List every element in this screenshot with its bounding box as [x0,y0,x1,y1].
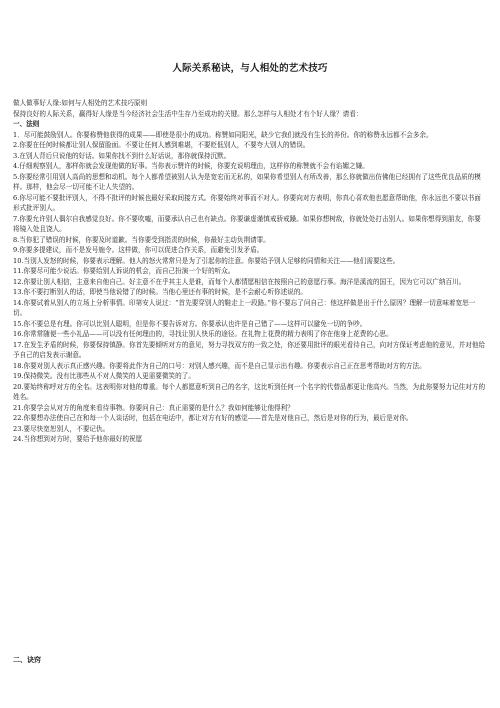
rule-item: 3.在别人背后只说他的好话。如果你找不到什么好话说，那你就保持沉默。 [13,151,231,160]
rule-item: 16.你常常随便一些小礼品——可以没有任何理由的，寻找让别人快乐的途径。在礼物上花费的精力表明了你在他身上花费的心思。 [13,330,393,338]
rule-item: 14.你要试着从别人的立场上分析事情。印第安人说过：“首先要穿别人的鞋走上一段路。”你不要忘了问自己：他这样做是出于什么原因？理解一切意味着宽恕一切。 [13,298,476,317]
section-heading-tips: 二、诀窍 [13,656,41,664]
rule-item: 2.你要在任何时候都让别人保留脸面。不要让任何人感到难堪，不要贬低别人，不要夸大别人的错误。 [13,141,310,149]
section-two [13,655,41,666]
rule-item: 20.要始终称呼对方的全名。这表明你对他的尊重。每个人都愿意听到自己的名字，这比听到任何一个名字的代替品都更让他高兴。当然，为此你要努力记住对方的姓名。 [13,382,486,401]
rules-list [13,130,487,445]
rule-item: 9.你要多提建议，而不是发号施令。这样做，你可以促进合作关系，而避免引发矛盾。 [13,246,264,254]
rule-item: 4.仔细观察别人，那样你就会发现他做的好事。当你表示赞许的时候，你要充说明理由，这样你的称赞就不会有谄媚之嫌。 [13,162,369,170]
intro-block [13,98,487,445]
rule-item: 8.当你犯了错误的时候，你要及时道歉。当你要受到指责的时候，你最好主动负荆请罪。 [13,235,270,244]
rule-item: 21.你要学会从对方的角度来看待事物。你要问自己：真正需要的是什么？我如何能够让他得利？ [13,403,294,412]
rule-item: 11.你要尽可能少说话。你要给别人诉说的机会，而自己扮演一个好的听众。 [13,267,235,275]
rule-item: 19.保持微笑。没有比那些从不对人微笑的人更需要微笑的了。 [13,372,195,380]
rule-item: 24.当你想到对方时，要给予他你最好的祝愿 [13,435,143,443]
intro-paragraph: 保持良好的人际关系，赢得好人缘是当今经济社会生活中生存乃至成功的关键。那么怎样与人相处才有个好人缘？请看： [13,109,363,118]
rule-item: 23.要尽快宽恕别人，不要记仇。 [13,424,110,433]
rule-item: 5.你要经常引用别人高尚的思想和动机。每个人都希望被别人认为是宽宏而无私的，如果你希望别人有所改善，那么你就做出仿佛他已经拥有了这些优良品质的模样。那样，他会尽一切可能不让人失望的。 [13,172,481,191]
rule-item: 18.你要对别人表示真正感兴趣。你要将此作为自己的口号：对别人感兴趣，而不是自己显示出有趣。你要表示自己正在思考帮助对方的方法。 [13,361,426,370]
rule-item: 6.你尽可能不要批评别人，不得不批评的时候也最好采取间接方式。你要始终对事而不对人。你要向对方表明，你真心喜欢他也愿意帮助他，你永远也不要以书面形式批评别人。 [13,193,481,212]
page-title: 人际关系秘诀，与人相处的艺术技巧 [172,63,328,74]
rule-item: 13.你不要打断别人的话，即使当他说错了的时候。当他心里还有事的时候，是不会耐心听你述说的。 [13,288,308,296]
subtitle: 做人做事好人缘:如何与人相处的艺术技巧原则 [13,99,148,107]
rule-item: 10.当别人发怒的时候，你要表示理解。他人的怒火常常只是为了引起你的注意。你要给予别人足够的同情和关注——他们需要这些。 [13,256,400,265]
rule-item: 22.你要想办法使自己在和每一个人谈话时，包括在电话中，都让对方有好的感觉——首先是对他自己，然后是对你的行为，最后是对你。 [13,414,413,422]
section-heading-rules: 一、法则 [13,120,40,128]
rule-item: 12.你要让别人相信，主意来自他自己。好主意不在乎其主人是谁，而每个人都情愿相信在按照自己的意愿行事。海洋是溪流的国王，因为它可以广纳百川。 [13,277,466,286]
rule-item: 7.你要允许别人偶尔自我感觉良好。你不要吹嘘，而要承认自己也有缺点。你要谦虚谨慎戒骄戒躁。如果你想树敌，你就处处打击别人。如果你想得到朋友，你要将镜入处且饶人。 [13,214,481,233]
rule-item: 15.你不要总是有理。你可以比别人聪明，但是你不要告诉对方。你要承认也许是自己错了——这样可以避免一切的争吵。 [13,319,367,328]
rule-item: 1．尽可能鼓励别人。你要称赞他获得的成果——即使是很小的成功。称赞如同阳光，缺少它我们就没有生长的养份。你的称赞永远都不会多余。 [13,130,433,139]
rule-item: 17.在发生矛盾的时候，你要保持镇静。你首先要倾听对方的意见，努力寻找双方的一致之处，你还要用批评的眼光看待自己，向对方保证考虑他的意见，并对他给予自己的启发表示谢意。 [13,340,486,359]
